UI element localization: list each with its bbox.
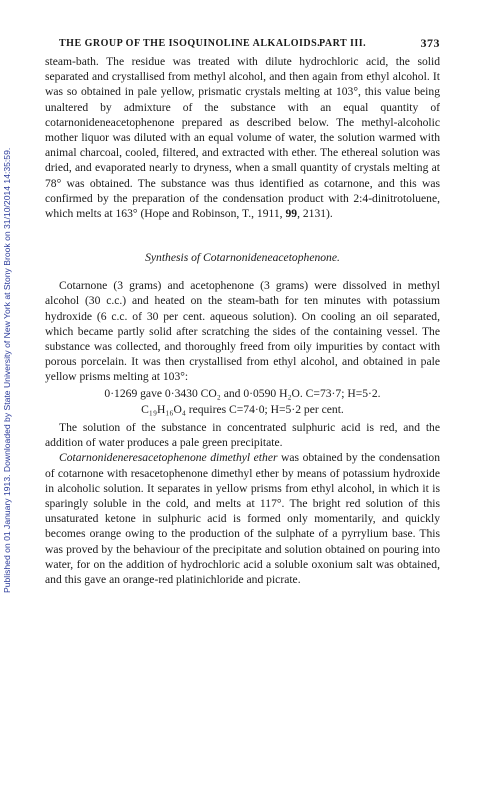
analysis-requirement: C₁₉H₁₆O₄ requires C=74·0; H=5·2 per cent. [141,402,344,416]
paragraph-solution: The solution of the substance in concentrated sulphuric acid is red, and the addition of water produces a pale green precipitate. [45,421,440,450]
paragraph-text-end: , 2131). [297,207,333,221]
paragraph-continuation [45,54,440,221]
section-heading: Synthesis of Cotarnonideneacetophenone. [145,251,340,265]
compound-name: Cotarnonideneresacetophenone dimethyl ether [59,451,278,465]
volume-number: 99 [285,207,298,221]
paragraph-synthesis: Cotarnone (3 grams) and acetophenone (3 grams) were dissolved in methyl alcohol (30 c.c.) and heated on the steam-bath for ten minutes with potassium hydroxide (6 c.c. of 30 per cent. aqueous solution). On cooling an oil separated, which became partly solid after scratching the sides of the containing vessel. The substance was collected, and thoroughly freed from oily impurities by contact with porous porcelain. It was then crystallised from ethyl alcohol, and obtained in pale yellow prisms melting at 103°: [45,279,440,384]
paragraph-text: steam-bath. The residue was treated with dilute hydrochloric acid, the solid separated and crystallised from methyl alcohol, and then again from ethyl alcohol. It was so obtained in pale yellow, prismatic crystals melting at 103°, this value being unaltered by admixture of the substance with an equal quantity of cotarnonideneacetophenone prepared as described below. The methyl-alcoholic mother liquor was diluted with an equal volume of water, the solution warmed with animal charcoal, cooled, filtered, and extracted with ether. The ethereal solution was dried, and evaporated nearly to dryness, when a small quantity of crystals melting at 78° was obtained. The substance was thus identified as cotarnone, and this was confirmed by the preparation of the condensation product with 2:4-dinitrotoluene, which melts at 163° (Hope and Robinson, T., 1911, [45,55,440,221]
running-title: THE GROUP OF THE ISOQUINOLINE ALKALOIDS. [59,38,321,49]
page-number: 373 [420,36,440,50]
paragraph-text: was obtained by the condensation of cotarnone with resacetophenone dimethyl ether by means of potassium hydroxide in alcoholic solution. It separates in yellow prisms from ethyl alcohol, in which it is sparingly soluble in the cold, and melts at 117°. The bright red solution of this unsaturated ketone in sulphuric acid is formed only momentarily, and quickly becomes orange owing to the production of the sulphate of a pyrrylium base. This was proved by the behaviour of the precipitate and solution obtained on pouring into water, for on the addition of hydrochloric acid a soluble oxonium salt was obtained, and this gave an orange-red platinichloride and picrate. [45,451,441,587]
download-watermark: Published on 01 January 1913. Downloaded by State University of New York at Stony Brook on 31/10/2014 14:35:59. [2,147,12,593]
analysis-result: 0·1269 gave 0·3430 CO₂ and 0·0590 H₂O. C=73·7; H=5·2. [104,386,381,400]
running-part: PART III. [319,38,367,49]
running-header [45,36,440,52]
page-content [45,36,440,587]
paragraph-dimethyl-ether [45,450,440,587]
